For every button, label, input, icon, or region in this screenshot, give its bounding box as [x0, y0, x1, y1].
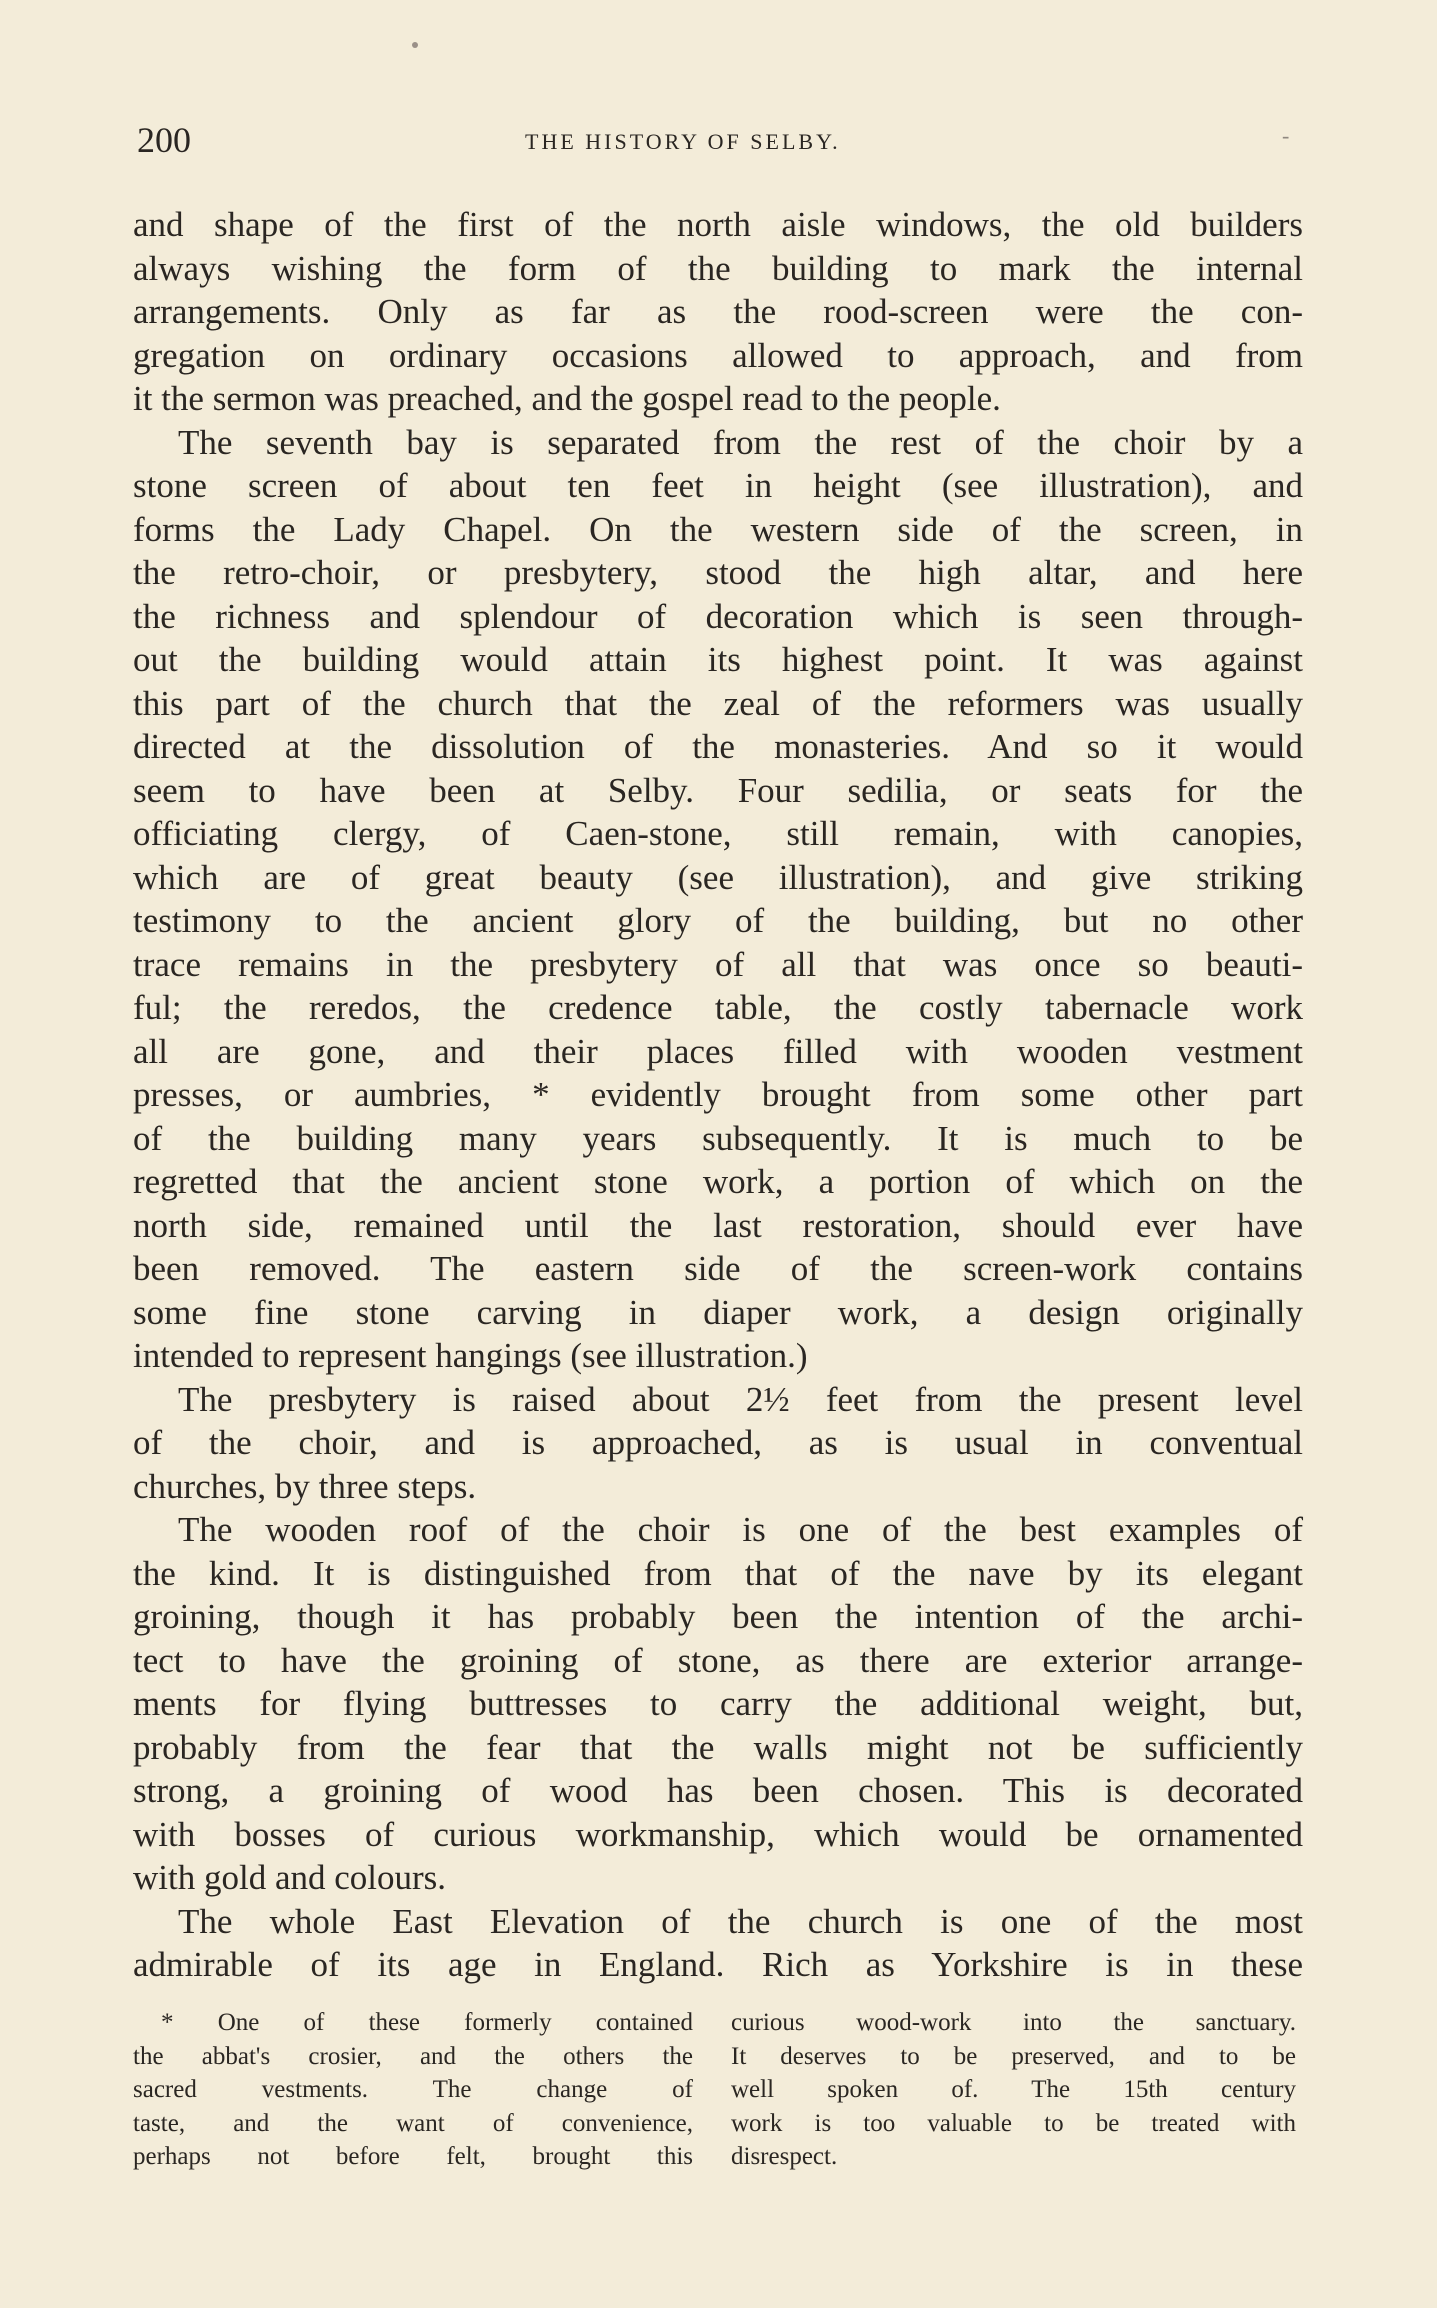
body-line: seem to have been at Selby. Four sedilia, or seats for the	[133, 770, 1303, 810]
footnote-line: * One of these formerly contained	[161, 2009, 693, 2036]
body-line: churches, by three steps.	[133, 1466, 477, 1506]
body-line: out the building would attain its highest point. It was against	[133, 640, 1303, 679]
body-line: probably from the fear that the walls might not be sufficiently	[133, 1727, 1303, 1767]
footnote-line: taste, and the want of convenience,	[133, 2109, 693, 2137]
body-line: always wishing the form of the building to mark the internal	[133, 248, 1303, 288]
footnote-right-column	[731, 2006, 1296, 2174]
body-line: testimony to the ancient glory of the building, but no other	[133, 901, 1303, 940]
body-line: groining, though it has probably been the intention of the archi-	[133, 1597, 1303, 1636]
footnote-line: sacred vestments. The change of	[133, 2076, 693, 2103]
body-line: ments for flying buttresses to carry the additional weight, but,	[133, 1684, 1303, 1723]
body-line: regretted that the ancient stone work, a portion of which on the	[133, 1162, 1303, 1201]
body-line: admirable of its age in England. Rich as Yorkshire is in these	[133, 1945, 1303, 1984]
body-line: forms the Lady Chapel. On the western side of the screen, in	[133, 509, 1303, 549]
body-text	[133, 203, 1303, 1987]
body-line: this part of the church that the zeal of the reformers was usually	[133, 683, 1303, 723]
header-mark: -	[1282, 123, 1290, 148]
ink-speck	[412, 42, 418, 48]
body-line: ful; the reredos, the credence table, the costly tabernacle work	[133, 988, 1303, 1027]
footnote-line: the abbat's crosier, and the others the	[133, 2042, 693, 2070]
body-line: The wooden roof of the choir is one of the best examples of	[178, 1510, 1303, 1549]
page-number: 200	[137, 120, 191, 160]
body-line: and shape of the first of the north aisle windows, the old builders	[133, 205, 1303, 244]
body-line: presses, or aumbries, * evidently brought from some other part	[133, 1075, 1303, 1114]
body-line: the richness and splendour of decoration which is seen through-	[133, 596, 1303, 636]
body-line: with gold and colours.	[133, 1858, 447, 1897]
page-header	[0, 116, 1437, 164]
body-line: of the choir, and is approached, as is usual in conventual	[133, 1423, 1303, 1462]
footnote-line: well spoken of. The 15th century	[731, 2076, 1296, 2103]
body-line: gregation on ordinary occasions allowed to approach, and from	[133, 335, 1303, 375]
body-line: it the sermon was preached, and the gospel read to the people.	[133, 379, 1001, 418]
body-line: which are of great beauty (see illustration), and give striking	[133, 857, 1303, 897]
body-line: The seventh bay is separated from the rest of the choir by a	[178, 422, 1303, 462]
body-line: officiating clergy, of Caen-stone, still remain, with canopies,	[133, 814, 1303, 853]
body-line: all are gone, and their places filled with wooden vestment	[133, 1031, 1303, 1071]
body-line: The presbytery is raised about 2½ feet from the present level	[178, 1379, 1303, 1419]
running-title: THE HISTORY OF SELBY.	[525, 129, 841, 154]
body-line: The whole East Elevation of the church is one of the most	[178, 1901, 1303, 1941]
footnote-line: curious wood-work into the sanctuary.	[731, 2009, 1296, 2036]
body-line: of the building many years subsequently. It is much to be	[133, 1118, 1303, 1158]
body-line: the retro-choir, or presbytery, stood the high altar, and here	[133, 553, 1303, 592]
body-line: the kind. It is distinguished from that of the nave by its elegant	[133, 1553, 1303, 1593]
body-line: tect to have the groining of stone, as there are exterior arrange-	[133, 1640, 1303, 1680]
footnote-line: disrespect.	[731, 2143, 838, 2170]
body-line: stone screen of about ten feet in height (see illustration), and	[133, 466, 1303, 505]
body-line: arrangements. Only as far as the rood-screen were the con-	[133, 292, 1303, 331]
body-line: with bosses of curious workmanship, which would be ornamented	[133, 1814, 1303, 1854]
footnote-line: It deserves to be preserved, and to be	[731, 2042, 1296, 2070]
body-line: strong, a groining of wood has been chosen. This is decorated	[133, 1771, 1303, 1810]
body-line: north side, remained until the last restoration, should ever have	[133, 1205, 1303, 1245]
body-line: directed at the dissolution of the monasteries. And so it would	[133, 727, 1303, 766]
footnote-line: perhaps not before felt, brought this	[133, 2143, 693, 2170]
body-line: been removed. The eastern side of the screen-work contains	[133, 1249, 1303, 1288]
footnote-left-column	[133, 2006, 693, 2174]
body-line: intended to represent hangings (see illustration.)	[133, 1336, 808, 1375]
body-line: trace remains in the presbytery of all that was once so beauti-	[133, 944, 1303, 984]
footnote-line: work is too valuable to be treated with	[731, 2109, 1296, 2137]
body-line: some fine stone carving in diaper work, a design originally	[133, 1292, 1303, 1332]
